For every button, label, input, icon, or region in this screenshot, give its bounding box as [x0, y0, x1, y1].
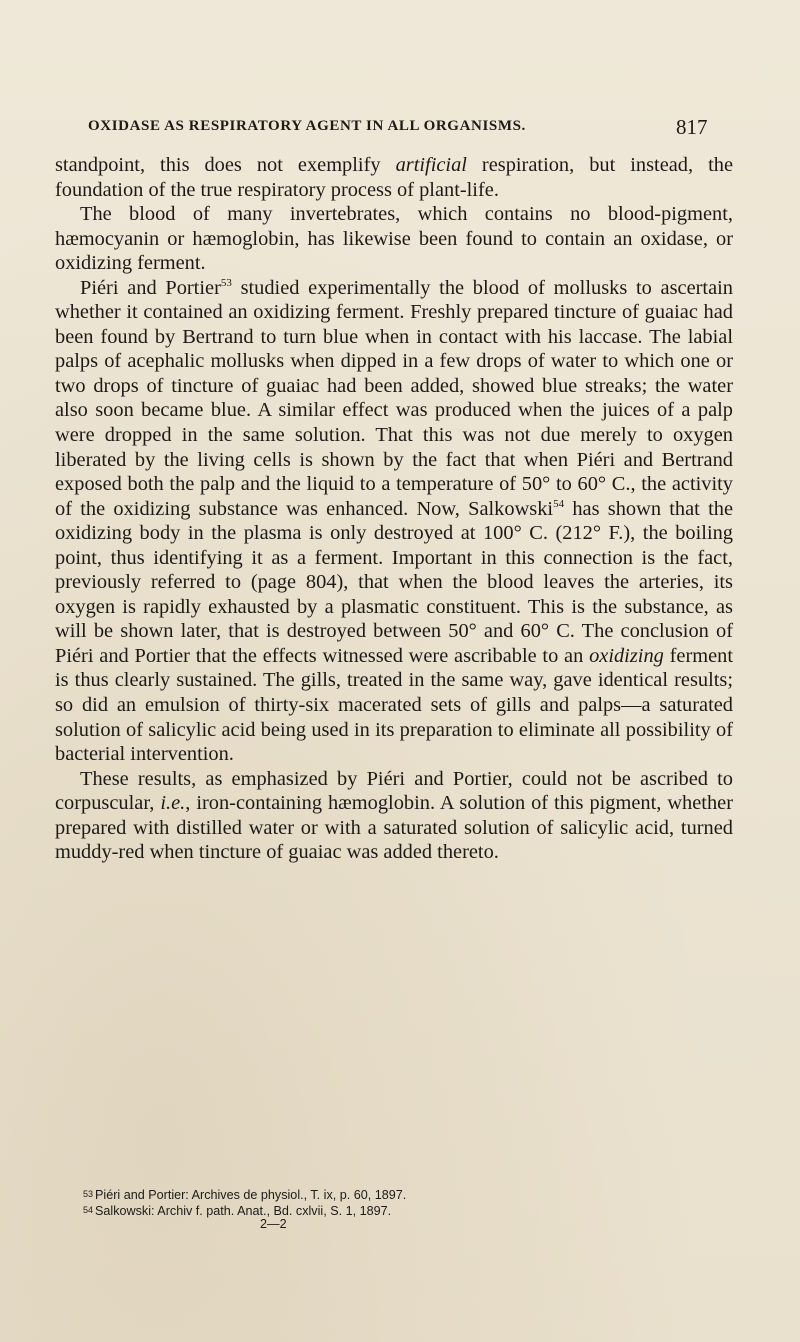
text-run: has shown that the oxidizing body in the plasma is only destroyed at 100° C. (212° F.), the boiling point, thus identifying it as a ferment. Important in this connection is the fact, previously referred to (page 804), that when the blood leaves the arteries, its oxygen is rapidly exhausted by a plasmatic constituent. This is the substance, as will be shown later, that is destroyed between 50° and 60° C. The conclusion of Piéri and Portier that the effects witnessed were ascribable to an — [55, 497, 733, 667]
footnote-text: Salkowski: Archiv f. path. Anat., Bd. cxlvii, S. 1, 1897. — [95, 1204, 392, 1218]
italic-term: i.e. — [160, 792, 186, 815]
body-text — [55, 153, 733, 865]
footnotes — [83, 1187, 743, 1219]
paragraph-1 — [55, 153, 733, 202]
text-run: These results, as emphasized by Piéri and Portier, could not be ascribed to corpuscular, — [55, 767, 733, 815]
page-number: 817 — [676, 115, 708, 139]
text-run: ferment is thus clearly sustained. The gills, treated in the same way, gave identical results; so did an emulsion of thirty-six macerated sets of gills and palps—a saturated solution of salicylic acid being used in its preparation to eliminate all possibility of bacterial intervention. — [55, 644, 734, 766]
footnote-mark: 53 — [83, 1189, 94, 1199]
italic-term: artificial — [395, 154, 467, 176]
text-run: standpoint, this does not exemplify — [55, 154, 396, 176]
footnote-ref-53[interactable]: 53 — [220, 276, 232, 289]
signature-mark: 2—2 — [260, 1217, 287, 1231]
text-run: , iron-containing hæmoglobin. A solution of this pigment, whether prepared with distilled water or with a saturated solution of salicylic acid, turned muddy-red when tincture of guaiac was added thereto. — [55, 792, 733, 864]
footnote-53 — [83, 1187, 743, 1203]
footnote-54 — [83, 1203, 743, 1219]
paragraph-4 — [55, 767, 733, 865]
text-run: studied experimentally the blood of mollusks to ascertain whether it contained an oxidizing ferment. Freshly prepared tincture of guaiac had been found by Bertrand to turn blue when in contact with his laccase. The labial palps of acephalic mollusks when dipped in a few drops of water to which one or two drops of tincture of guaiac had been added, showed blue streaks; the water also soon became blue. A similar effect was produced when the juices of a palp were dropped in the same solution. That this was not due merely to oxygen liberated by the living cells is shown by the fact that when Piéri and Bertrand exposed both the palp and the liquid to a temperature of 50° to 60° C., the activity of the oxidizing substance was enhanced. Now, Salkowski — [55, 276, 733, 520]
italic-term: oxidizing — [589, 644, 664, 667]
text-run: Piéri and Portier — [80, 276, 221, 299]
paragraph-3 — [55, 276, 733, 767]
paragraph-2: The blood of many invertebrates, which contains no blood-pigment, hæmocyanin or hæmoglobin, has likewise been found to contain an oxidase, or oxidizing ferment. — [55, 203, 733, 275]
footnote-text: Piéri and Portier: Archives de physiol., T. ix, p. 60, 1897. — [95, 1188, 407, 1202]
footnote-mark: 54 — [83, 1205, 94, 1215]
footnote-ref-54[interactable]: 54 — [553, 497, 565, 510]
running-head: OXIDASE AS RESPIRATORY AGENT IN ALL ORGANISMS. — [88, 118, 526, 134]
text-run: respiration, but instead, the foundation of the true respiratory process of plant-life. — [55, 154, 734, 201]
